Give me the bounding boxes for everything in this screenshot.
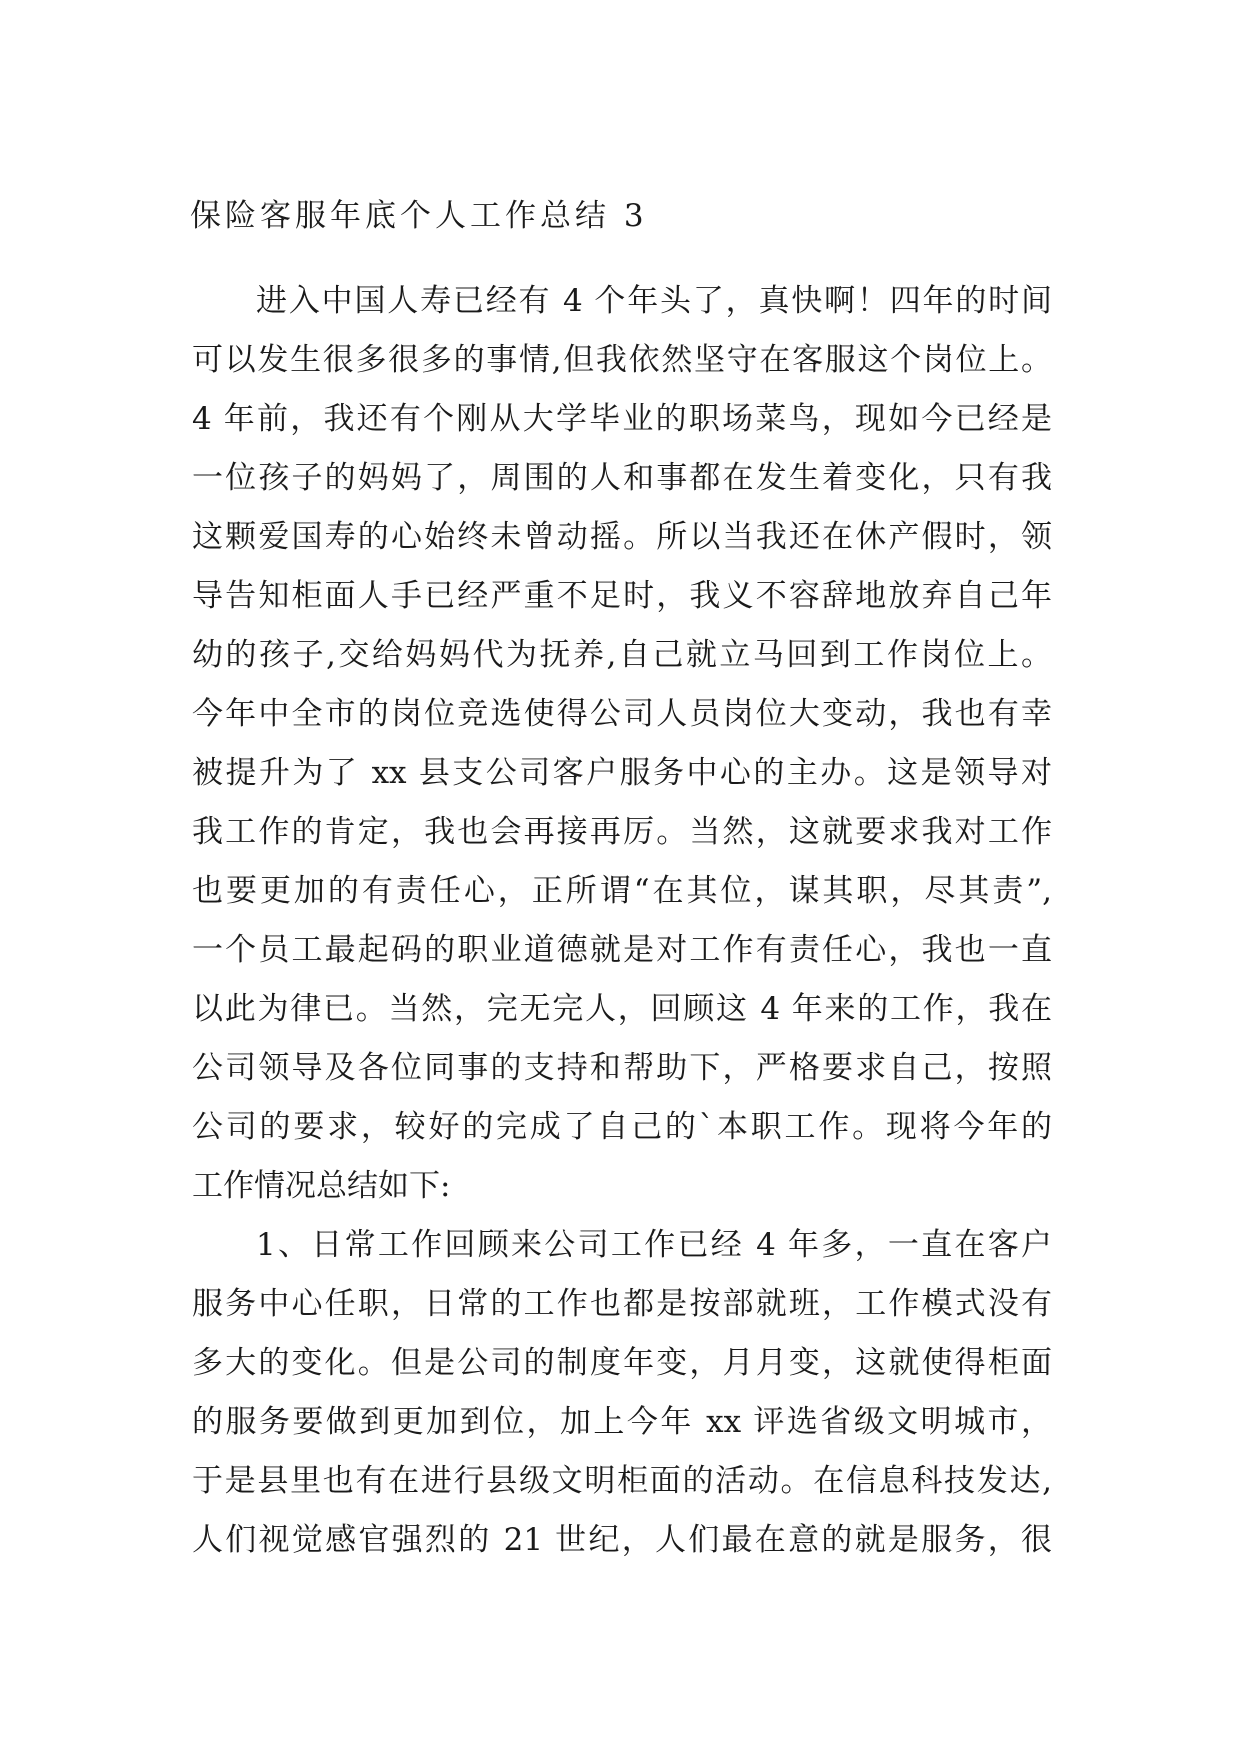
body-line: 今年中全市的岗位竞选使得公司人员岗位大变动，我也有幸	[192, 696, 1052, 732]
body-line: 1、日常工作回顾来公司工作已经 4 年多，一直在客户	[256, 1227, 1052, 1263]
document-title: 保险客服年底个人工作总结 3	[190, 198, 648, 234]
body-line: 多大的变化。但是公司的制度年变，月月变，这就使得柜面	[192, 1345, 1052, 1381]
body-line: 这颗爱国寿的心始终未曾动摇。所以当我还在休产假时，领	[192, 519, 1052, 555]
body-line: 我工作的肯定，我也会再接再厉。当然，这就要求我对工作	[192, 814, 1052, 850]
body-line: 一位孩子的妈妈了，周围的人和事都在发生着变化，只有我	[192, 460, 1052, 496]
body-line: 4 年前，我还有个刚从大学毕业的职场菜鸟，现如今已经是	[192, 401, 1052, 437]
body-line: 也要更加的有责任心，正所谓“在其位，谋其职，尽其责”,	[192, 873, 1052, 909]
body-line: 人们视觉感官强烈的 21 世纪，人们最在意的就是服务，很	[192, 1522, 1052, 1558]
body-line: 公司的要求，较好的完成了自己的`本职工作。现将今年的	[192, 1109, 1052, 1145]
body-line: 进入中国人寿已经有 4 个年头了，真快啊！四年的时间	[256, 283, 1052, 319]
body-line: 于是县里也有在进行县级文明柜面的活动。在信息科技发达,	[192, 1463, 1052, 1499]
body-line: 工作情况总结如下:	[192, 1168, 451, 1204]
body-line: 一个员工最起码的职业道德就是对工作有责任心，我也一直	[192, 932, 1052, 968]
body-line: 以此为律已。当然，完无完人，回顾这 4 年来的工作，我在	[192, 991, 1052, 1027]
body-line: 公司领导及各位同事的支持和帮助下，严格要求自己，按照	[192, 1050, 1052, 1086]
body-line: 被提升为了 xx 县支公司客户服务中心的主办。这是领导对	[192, 755, 1052, 791]
body-line: 的服务要做到更加到位，加上今年 xx 评选省级文明城市，	[192, 1404, 1052, 1440]
body-line: 可以发生很多很多的事情,但我依然坚守在客服这个岗位上。	[192, 342, 1052, 378]
body-line: 服务中心任职，日常的工作也都是按部就班，工作模式没有	[192, 1286, 1052, 1322]
document-body	[192, 272, 1052, 1570]
body-line: 幼的孩子,交给妈妈代为抚养,自己就立马回到工作岗位上。	[192, 637, 1052, 673]
body-line: 导告知柜面人手已经严重不足时，我义不容辞地放弃自己年	[192, 578, 1052, 614]
